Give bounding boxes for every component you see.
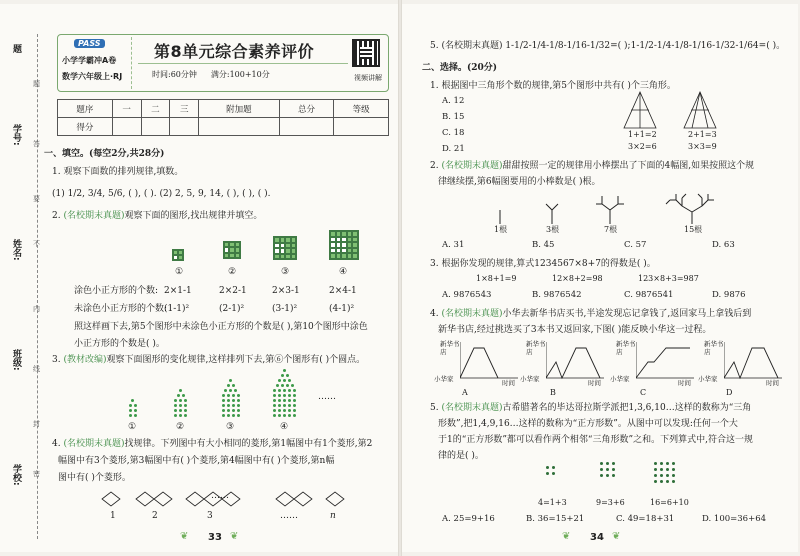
page-number: 33	[208, 532, 222, 543]
side-mark-b: 答	[33, 140, 40, 148]
dot	[184, 404, 187, 407]
brand-logo: PASS	[74, 39, 105, 48]
dot	[237, 414, 240, 417]
dot	[654, 480, 657, 483]
tri-expr: 1+1=2	[628, 130, 657, 139]
graph-label: C	[640, 388, 647, 397]
graph-label: D	[726, 388, 733, 397]
q2-text: 2. (名校期末真题)观察下面的图形,找出规律并填空。	[52, 211, 263, 221]
fig-label: ①	[175, 267, 184, 277]
c2-option[interactable]: D. 63	[712, 240, 735, 250]
score-cell[interactable]	[112, 118, 141, 136]
c2-option[interactable]: A. 31	[442, 240, 465, 250]
rhombus-figures	[100, 488, 360, 510]
dot	[222, 414, 225, 417]
qr-code-icon[interactable]	[352, 39, 380, 67]
dot	[273, 409, 276, 412]
side-mark-h: 密	[33, 470, 40, 478]
dot	[179, 404, 182, 407]
dot	[276, 384, 279, 387]
rhombus	[102, 492, 120, 506]
stick-label: 7根	[604, 225, 618, 234]
dot	[182, 394, 185, 397]
row-label: 得分	[58, 118, 113, 136]
rhombus-label: ……	[280, 511, 298, 521]
right-page	[402, 4, 798, 552]
dot	[281, 384, 284, 387]
dot	[273, 414, 276, 417]
leaf-icon: ❦	[612, 531, 621, 542]
rhombus-dots: ……	[211, 491, 229, 501]
dot	[179, 399, 182, 402]
c3-expr: 12×8+2=98	[552, 274, 603, 283]
graph-y-label: 新华书店	[526, 340, 546, 356]
dot	[293, 389, 296, 392]
c1-text: 1. 根据图中三角形个数的规律,第5个图形中共有( )个三角形。	[430, 81, 676, 91]
journey-graph	[610, 340, 696, 387]
row1-cell: 2×4-1	[329, 286, 357, 296]
graph-line	[546, 342, 606, 382]
dot	[174, 399, 177, 402]
c5-expr: 4=1+3	[538, 498, 567, 507]
dot	[234, 389, 237, 392]
school-label: 学校:	[11, 464, 21, 486]
dot	[288, 404, 291, 407]
dot	[283, 394, 286, 397]
dot-fig-label: ③	[226, 422, 235, 432]
graph-x-label: 时间	[588, 379, 601, 387]
dot	[229, 389, 232, 392]
c3-option[interactable]: B. 9876542	[532, 290, 582, 300]
rhombus	[186, 492, 204, 506]
side-mark-d: 不	[33, 240, 40, 248]
journey-graph	[520, 340, 606, 387]
q4-text-3: 图中有( )个菱形。	[58, 473, 131, 483]
leaf-icon: ❦	[230, 531, 239, 542]
name-label: 姓名:	[11, 239, 21, 261]
row2-cell: (1-1)²	[164, 304, 190, 314]
dot	[288, 399, 291, 402]
dot	[666, 474, 669, 477]
page-number: 34	[590, 532, 604, 543]
qr-caption: 视频讲解	[354, 74, 382, 82]
dot	[666, 468, 669, 471]
exam-header	[57, 34, 389, 92]
side-mark-c: 要	[33, 195, 40, 203]
q5-text: 5. (名校期末真题) 1-1/2-1/4-1/8-1/16-1/32=( );1-1/2-1/4-1/8-1/16-1/32-1/64=( )。	[430, 41, 786, 51]
dot	[134, 404, 137, 407]
dot	[606, 462, 609, 465]
journey-graph	[698, 340, 784, 387]
dot	[222, 409, 225, 412]
dot	[232, 409, 235, 412]
dot	[278, 399, 281, 402]
table-header: 三	[170, 100, 199, 118]
row1-cell: 2×1-1	[164, 286, 192, 296]
dot	[237, 404, 240, 407]
graph-label: B	[550, 388, 556, 397]
dot	[273, 404, 276, 407]
dot	[288, 379, 291, 382]
dot	[606, 474, 609, 477]
row1-label: 涂色小正方形的个数:	[74, 286, 159, 296]
c5-text: 5. (名校期末真题)古希腊著名的毕达哥拉斯学派把1,3,6,10…这样的数称为“三角	[430, 403, 752, 413]
dot	[232, 414, 235, 417]
rhombus-label: n	[330, 511, 336, 521]
row1-cell: 2×3-1	[272, 286, 300, 296]
dot	[232, 384, 235, 387]
c5-option[interactable]: D. 100=36+64	[702, 514, 767, 524]
rhombus	[154, 492, 172, 506]
fig-label: ③	[281, 267, 290, 277]
c1-option[interactable]: B. 15	[442, 112, 465, 122]
dot	[552, 466, 555, 469]
dot	[612, 462, 615, 465]
rhombus-label: 1	[110, 511, 116, 521]
dot	[283, 409, 286, 412]
square-figure-2	[223, 241, 241, 259]
c2-text: 2. (名校期末真题)甜甜按照一定的规律用小棒摆出了下面的4幅图,如果按照这个规	[430, 161, 755, 171]
dot	[283, 404, 286, 407]
c3-text: 3. 根据你发现的规律,算式1234567×8+7的得数是( )。	[430, 259, 656, 269]
graph-origin-label: 小华家	[434, 375, 454, 383]
dot	[278, 389, 281, 392]
dot	[134, 414, 137, 417]
page-title: 第8单元综合素养评价	[154, 42, 315, 61]
stick-15	[666, 194, 714, 224]
student-no-label: 学号:	[11, 124, 21, 146]
score-cell[interactable]	[170, 118, 199, 136]
c3-option[interactable]: D. 9876	[712, 290, 746, 300]
graph-line	[724, 342, 784, 382]
square-figure-4	[329, 230, 359, 260]
side-mark-f: 线	[33, 365, 40, 373]
dot	[227, 384, 230, 387]
triangle-figures	[620, 90, 730, 132]
q3-text: 3. (教材改编)观察下面图形的变化规律,这样排列下去,第⑥个图形有( )个圆点。	[52, 355, 366, 365]
c5-text-2: 形数”,把1,4,9,16…这样的数称为“正方形数”。从图中可以发现:任何一个大	[438, 419, 738, 429]
dot	[660, 480, 663, 483]
square-figure-1	[172, 249, 184, 261]
c1-option[interactable]: C. 18	[442, 128, 465, 138]
dot	[227, 394, 230, 397]
dot	[666, 462, 669, 465]
dot	[184, 399, 187, 402]
graph-y-label: 新华书店	[440, 340, 460, 356]
dot	[237, 409, 240, 412]
section-2-title: 二、选择。(20分)	[422, 63, 498, 73]
dot	[546, 472, 549, 475]
table-header: 二	[141, 100, 170, 118]
fig-label: ④	[339, 267, 348, 277]
dot	[612, 474, 615, 477]
c5-expr: 16=6+10	[650, 498, 689, 507]
c4-text: 4. (名校期末真题)小华去新华书店买书,半途发现忘记拿钱了,返回家马上拿钱后到	[430, 309, 752, 319]
dot	[672, 468, 675, 471]
graph-x-label: 时间	[502, 379, 515, 387]
graph-x-label: 时间	[766, 379, 779, 387]
dot	[283, 379, 286, 382]
dot	[227, 404, 230, 407]
c5-text-3: 于1的“正方形数”都可以看作两个相邻“三角形数”之和。下列算式中,符合这一规	[438, 435, 753, 445]
section-1-title: 一、填空。(每空2分,共28分)	[44, 149, 165, 159]
dot	[177, 394, 180, 397]
row2-cell: (4-1)²	[329, 304, 355, 314]
dot	[660, 468, 663, 471]
dot	[227, 399, 230, 402]
graph-y-label: 新华书店	[704, 340, 724, 356]
side-mark-g: 封	[33, 420, 40, 428]
stick-7	[596, 196, 624, 224]
dot	[174, 409, 177, 412]
dot	[666, 480, 669, 483]
side-mark-1: 题	[11, 44, 21, 53]
dot	[278, 394, 281, 397]
graph-y-label: 新华书店	[616, 340, 636, 356]
dot	[232, 404, 235, 407]
row2-cell: (2-1)²	[219, 304, 245, 314]
dot	[129, 404, 132, 407]
q1-text: 1. 观察下面数的排列规律,填数。	[52, 167, 184, 177]
c3-option[interactable]: C. 9876541	[624, 290, 674, 300]
dot	[286, 384, 289, 387]
tri-expr: 2+1=3	[688, 130, 717, 139]
row2-cell: (3-1)²	[272, 304, 298, 314]
table-header: 题序	[58, 100, 113, 118]
series-name: 小学学霸冲A卷	[62, 56, 117, 65]
dot	[672, 462, 675, 465]
dot	[273, 399, 276, 402]
c5-expr: 9=3+6	[596, 498, 625, 507]
table-header: 总分	[279, 100, 334, 118]
dot	[273, 389, 276, 392]
dot	[612, 468, 615, 471]
rhombus	[326, 492, 344, 506]
dot	[179, 389, 182, 392]
c5-option[interactable]: B. 36=15+21	[526, 514, 585, 524]
c1-option[interactable]: D. 21	[442, 144, 465, 154]
dot	[179, 409, 182, 412]
graph-line	[636, 342, 696, 382]
class-label: 班级:	[11, 349, 21, 371]
c5-option[interactable]: A. 25=9+16	[442, 514, 495, 524]
leaf-icon: ❦	[180, 531, 189, 542]
dot	[237, 399, 240, 402]
dot	[174, 414, 177, 417]
c2-text-2: 律继续摆,第6幅图要用的小棒数是( )根。	[438, 177, 601, 187]
tri-expr: 3×3=9	[688, 142, 717, 151]
dot	[283, 414, 286, 417]
left-page	[0, 4, 398, 552]
stick-figures	[492, 190, 752, 226]
dot	[600, 468, 603, 471]
dot	[660, 474, 663, 477]
c3-option[interactable]: A. 9876543	[442, 290, 492, 300]
dot	[291, 384, 294, 387]
dot	[232, 399, 235, 402]
q2-fill-2: 小正方形的个数是( )。	[74, 339, 165, 349]
dot	[293, 414, 296, 417]
dot	[281, 374, 284, 377]
dot	[546, 466, 549, 469]
c4-text-2: 新华书店,经过挑选买了3本书又返回家,下图( )能反映小华这一过程。	[438, 325, 712, 335]
dot	[273, 394, 276, 397]
dot	[654, 468, 657, 471]
dot	[224, 389, 227, 392]
dot	[552, 472, 555, 475]
dot	[278, 379, 281, 382]
dot	[184, 409, 187, 412]
dot	[600, 462, 603, 465]
dot	[184, 414, 187, 417]
square-figure-3	[273, 236, 297, 260]
dot	[283, 399, 286, 402]
dot-fig-label: ②	[176, 422, 185, 432]
c5-text-4: 律的是( )。	[438, 451, 484, 461]
rhombus-label: 3	[207, 511, 213, 521]
dot	[293, 394, 296, 397]
graph-origin-label: 小华家	[520, 375, 540, 383]
table-row	[58, 118, 389, 136]
c5-option[interactable]: C. 49=18+31	[616, 514, 675, 524]
q4-text: 4. (名校期末真题)找规律。下列图中有大小相同的菱形,第1幅图中有1个菱形,第2	[52, 439, 373, 449]
score-cell[interactable]	[141, 118, 170, 136]
journey-graph	[434, 340, 520, 387]
graph-origin-label: 小华家	[610, 375, 630, 383]
q4-text-2: 幅图中有3个菱形,第3幅图中有( )个菱形,第4幅图中有( )个菱形,第n幅	[58, 456, 335, 466]
graph-origin-label: 小华家	[698, 375, 718, 383]
dot	[229, 379, 232, 382]
dot	[237, 394, 240, 397]
row2-label: 未涂色小正方形的个数:	[74, 304, 168, 314]
stick-label: 1根	[494, 225, 508, 234]
graph-label: A	[462, 388, 468, 397]
header-divider	[138, 63, 348, 64]
dot	[293, 409, 296, 412]
dot	[283, 369, 286, 372]
binding-line	[37, 34, 38, 539]
table-header: 附加题	[199, 100, 279, 118]
dot-ellipsis: ……	[318, 392, 336, 402]
dot-fig-label: ①	[128, 422, 137, 432]
dot	[129, 409, 132, 412]
side-mark-a: 题	[33, 80, 40, 88]
c3-expr: 123×8+3=987	[638, 274, 699, 283]
rhombus-label: 2	[152, 511, 158, 521]
dot	[288, 394, 291, 397]
dot	[606, 468, 609, 471]
q1-blanks: (1) 1/2, 3/4, 5/6, ( ), ( ). (2) 2, 5, 9, 14, ( ), ( ), ( ).	[52, 189, 271, 199]
c2-option[interactable]: C. 57	[624, 240, 647, 250]
dot	[672, 480, 675, 483]
dot	[283, 389, 286, 392]
score-table	[57, 99, 389, 136]
q2-fill-1: 照这样画下去,第5个图形中未涂色小正方形的个数是( ),第10个图形中涂色	[74, 322, 368, 332]
dot	[288, 389, 291, 392]
c3-expr: 1×8+1=9	[476, 274, 517, 283]
dot	[286, 374, 289, 377]
tri-expr: 3×2=6	[628, 142, 657, 151]
graph-x-label: 时间	[678, 379, 691, 387]
dot	[174, 404, 177, 407]
fig-label: ②	[228, 267, 237, 277]
leaf-icon: ❦	[562, 531, 571, 542]
dot	[222, 394, 225, 397]
stick-label: 3根	[546, 225, 560, 234]
score-cell[interactable]	[199, 118, 279, 136]
stick-label: 15根	[684, 225, 703, 234]
dot	[134, 409, 137, 412]
dot	[293, 399, 296, 402]
dot	[660, 462, 663, 465]
dot	[131, 399, 134, 402]
rhombus	[294, 492, 312, 506]
score-cell[interactable]	[334, 118, 389, 136]
graph-line	[460, 342, 520, 382]
score-cell[interactable]	[279, 118, 334, 136]
dot	[672, 474, 675, 477]
dot	[222, 399, 225, 402]
table-header: 一	[112, 100, 141, 118]
c2-option[interactable]: B. 45	[532, 240, 555, 250]
dot	[129, 414, 132, 417]
dot	[600, 474, 603, 477]
dot	[278, 414, 281, 417]
time-limit: 时间:60分钟 满分:100+10分	[152, 70, 270, 79]
rhombus	[136, 492, 154, 506]
stick-3	[546, 204, 558, 224]
brand-block	[60, 37, 132, 89]
rhombus	[276, 492, 294, 506]
row1-cell: 2×2-1	[219, 286, 247, 296]
dot	[654, 462, 657, 465]
dot	[288, 409, 291, 412]
grade-label: 数学六年级上·RJ	[62, 72, 123, 81]
dot	[654, 474, 657, 477]
c1-option[interactable]: A. 12	[442, 96, 465, 106]
dot	[179, 414, 182, 417]
dot	[278, 409, 281, 412]
side-mark-e: 内	[33, 305, 40, 313]
dot	[232, 394, 235, 397]
dot-fig-label: ④	[280, 422, 289, 432]
dot	[222, 404, 225, 407]
dot	[227, 409, 230, 412]
dot	[227, 414, 230, 417]
dot	[293, 404, 296, 407]
dot	[288, 414, 291, 417]
dot	[278, 404, 281, 407]
table-header: 等级	[334, 100, 389, 118]
table-row	[58, 100, 389, 118]
